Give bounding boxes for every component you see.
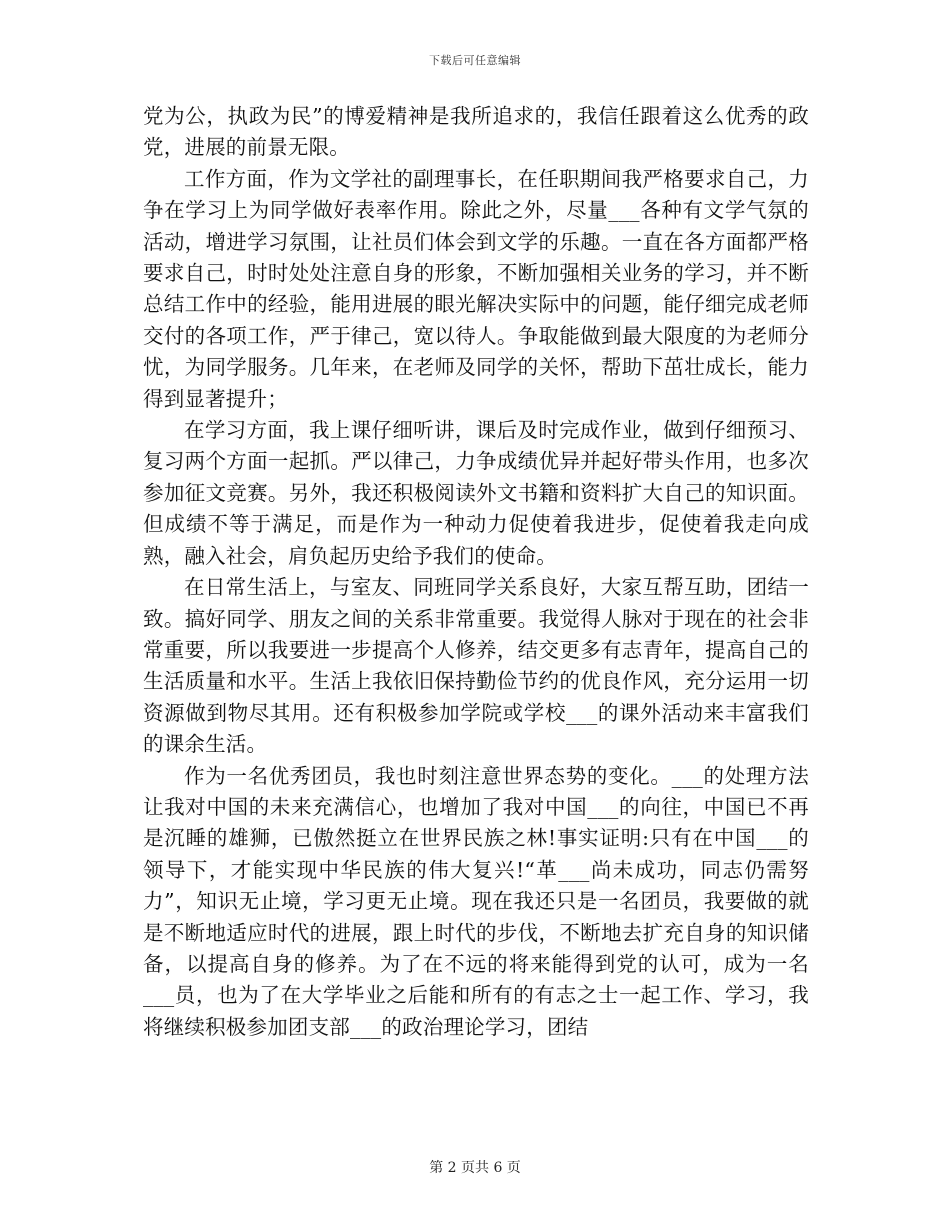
page-header: 下载后可任意编辑 — [429, 54, 521, 67]
paragraph-5: 作为一名优秀团员，我也时刻注意世界态势的变化。___的处理方法让我对中国的未来充满信心，也增加了我对中国___的向往，中国已不再是沉睡的雄狮，已傲然挺立在世界民族之林!事实证明:只有在中国___的领导下，才能实现中华民族的伟大复兴!“革___尚未成功，同志仍需努力”，知识无止境，学习更无止境。现在我还只是一名团员，我要做的就是不断地适应时代的进展，跟上时代的步伐，不断地去扩充自身的知识储备，以提高自身的修养。为了在不远的将来能得到党的认可，成为一名___员，也为了在大学毕业之后能和所有的有志之士一起工作、学习，我将继续积极参加团支部___的政治理论学习，团结 — [143, 763, 809, 1039]
paragraph-3: 在学习方面，我上课仔细听讲，课后及时完成作业，做到仔细预习、复习两个方面一起抓。严以律己，力争成绩优异并起好带头作用，也多次参加征文竞赛。另外，我还积极阅读外文书籍和资料扩大自己的知识面。但成绩不等于满足，而是作为一种动力促使着我进步，促使着我走向成熟，融入社会，肩负起历史给予我们的使命。 — [143, 418, 809, 568]
paragraph-2: 工作方面，作为文学社的副理事长，在任职期间我严格要求自己，力争在学习上为同学做好表率作用。除此之外，尽量___各种有文学气氛的活动，增进学习氛围，让社员们体会到文学的乐趣。一直在各方面都严格要求自己，时时处处注意自身的形象，不断加强相关业务的学习，并不断总结工作中的经验，能用进展的眼光解决实际中的问题，能仔细完成老师交付的各项工作，严于律己，宽以待人。争取能做到最大限度的为老师分忧，为同学服务。几年来，在老师及同学的关怀，帮助下茁壮成长，能力得到显著提升； — [143, 166, 809, 411]
document-body — [143, 101, 809, 1043]
paragraph-1: 党为公，执政为民”的博爱精神是我所追求的，我信任跟着这么优秀的政党，进展的前景无限。 — [143, 104, 809, 160]
page-footer: 第 2 页共 6 页 — [429, 1160, 521, 1176]
paragraph-4: 在日常生活上，与室友、同班同学关系良好，大家互帮互助，团结一致。搞好同学、朋友之间的关系非常重要。我觉得人脉对于现在的社会非常重要，所以我要进一步提高个人修养，结交更多有志青年，提高自己的生活质量和水平。生活上我依旧保持勤俭节约的优良作风，充分运用一切资源做到物尽其用。还有积极参加学院或学校___的课外活动来丰富我们的课余生活。 — [143, 575, 809, 757]
